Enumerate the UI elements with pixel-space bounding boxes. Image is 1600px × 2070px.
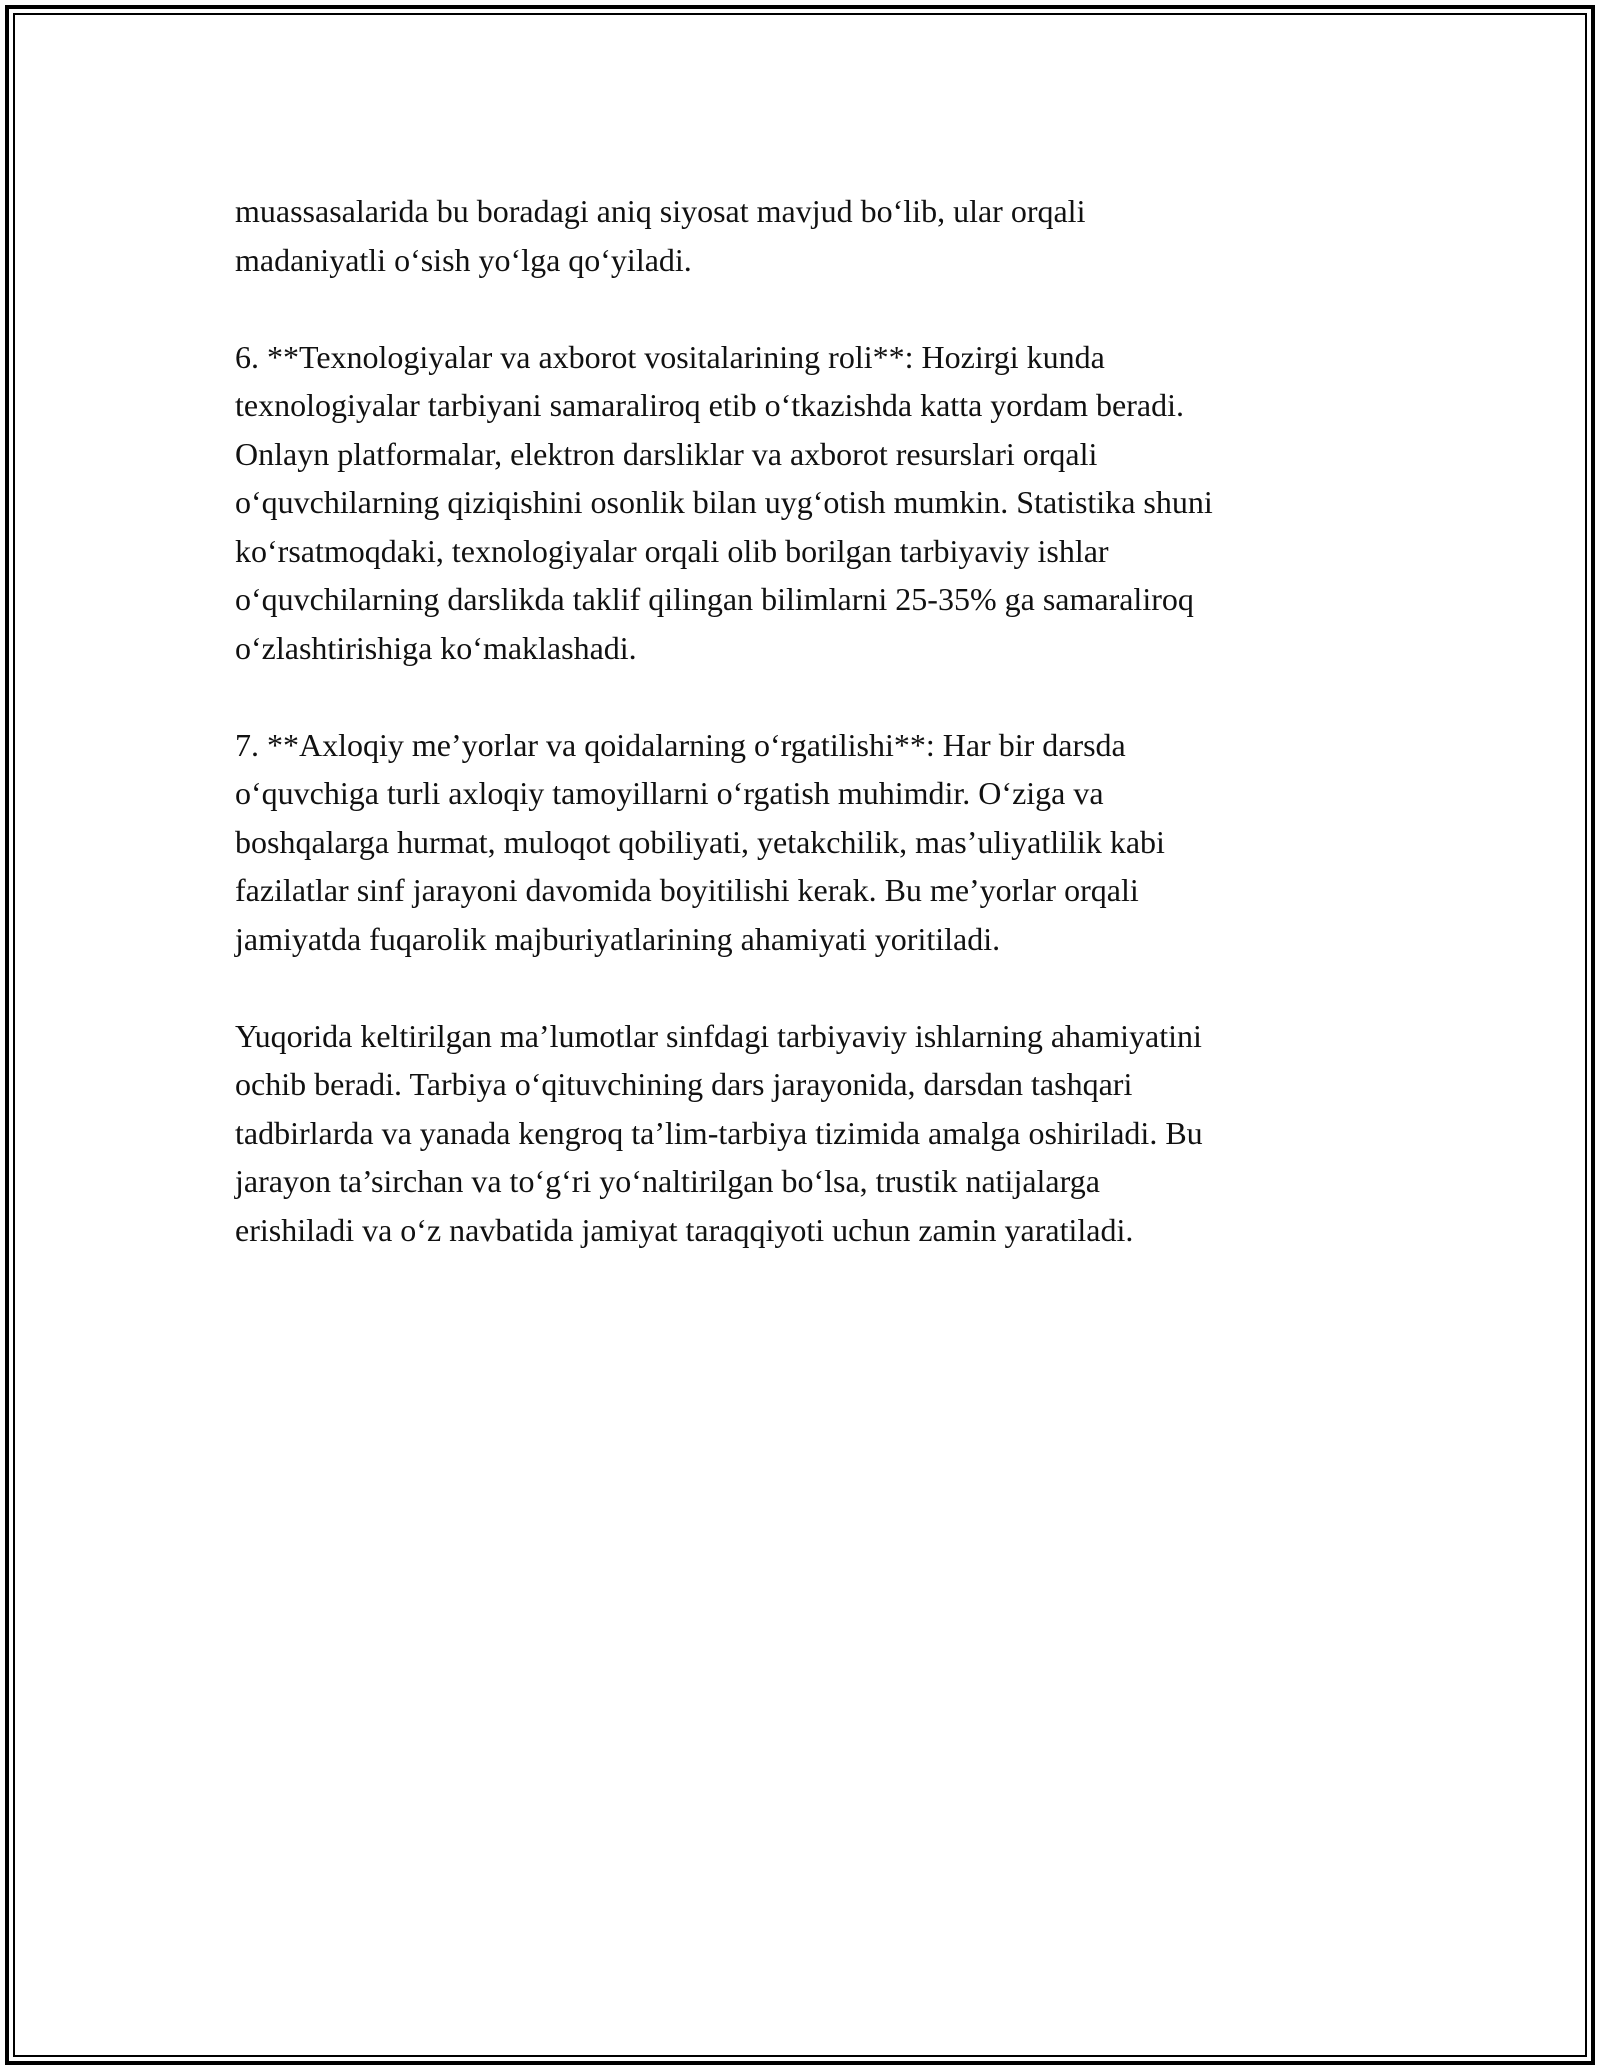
paragraph-point-6-technology: 6. **Texnologiyalar va axborot vositalarining roli**: Hozirgi kunda texnologiyalar tarbiyani samaraliroq etib o‘tkazishda katta yordam beradi. Onlayn platformalar, elektron darsliklar va axborot resurslari orqali o‘quvchilarning qiziqishini osonlik bilan uyg‘otish mumkin. Statistika shuni ko‘rsatmoqdaki, texnologiyalar orqali olib borilgan tarbiyaviy ishlar o‘quvchilarning darslikda taklif qilingan bilimlarni 25-35% ga samaraliroq o‘zlashtirishiga ko‘maklashadi. <box>235 338 1213 666</box>
document-body <box>235 187 1365 1303</box>
paragraph-conclusion: Yuqorida keltirilgan ma’lumotlar sinfdagi tarbiyaviy ishlarning ahamiyatini ochib beradi. Tarbiya o‘qituvchining dars jarayonida, darsdan tashqari tadbirlarda va yanada kengroq ta’lim-tarbiya tizimida amalga oshiriladi. Bu jarayon ta’sirchan va to‘g‘ri yo‘naltirilgan bo‘lsa, trustik natijalarga erishiladi va o‘z navbatida jamiyat taraqqiyoti uchun zamin yaratiladi. <box>235 1017 1203 1248</box>
paragraph-intro-continuation: muassasalarida bu boradagi aniq siyosat mavjud bo‘lib, ular orqali madaniyatli o‘sish yo‘lga qo‘yiladi. <box>235 193 1086 278</box>
paragraph-point-7-ethics: 7. **Axloqiy me’yorlar va qoidalarning o‘rgatilishi**: Har bir darsda o‘quvchiga turli axloqiy tamoyillarni o‘rgatish muhimdir. O‘ziga va boshqalarga hurmat, muloqot qobiliyati, yetakchilik, mas’uliyatlilik kabi fazilatlar sinf jarayoni davomida boyitilishi kerak. Bu me’yorlar orqali jamiyatda fuqarolik majburiyatlarining ahamiyati yoritiladi. <box>235 726 1165 957</box>
